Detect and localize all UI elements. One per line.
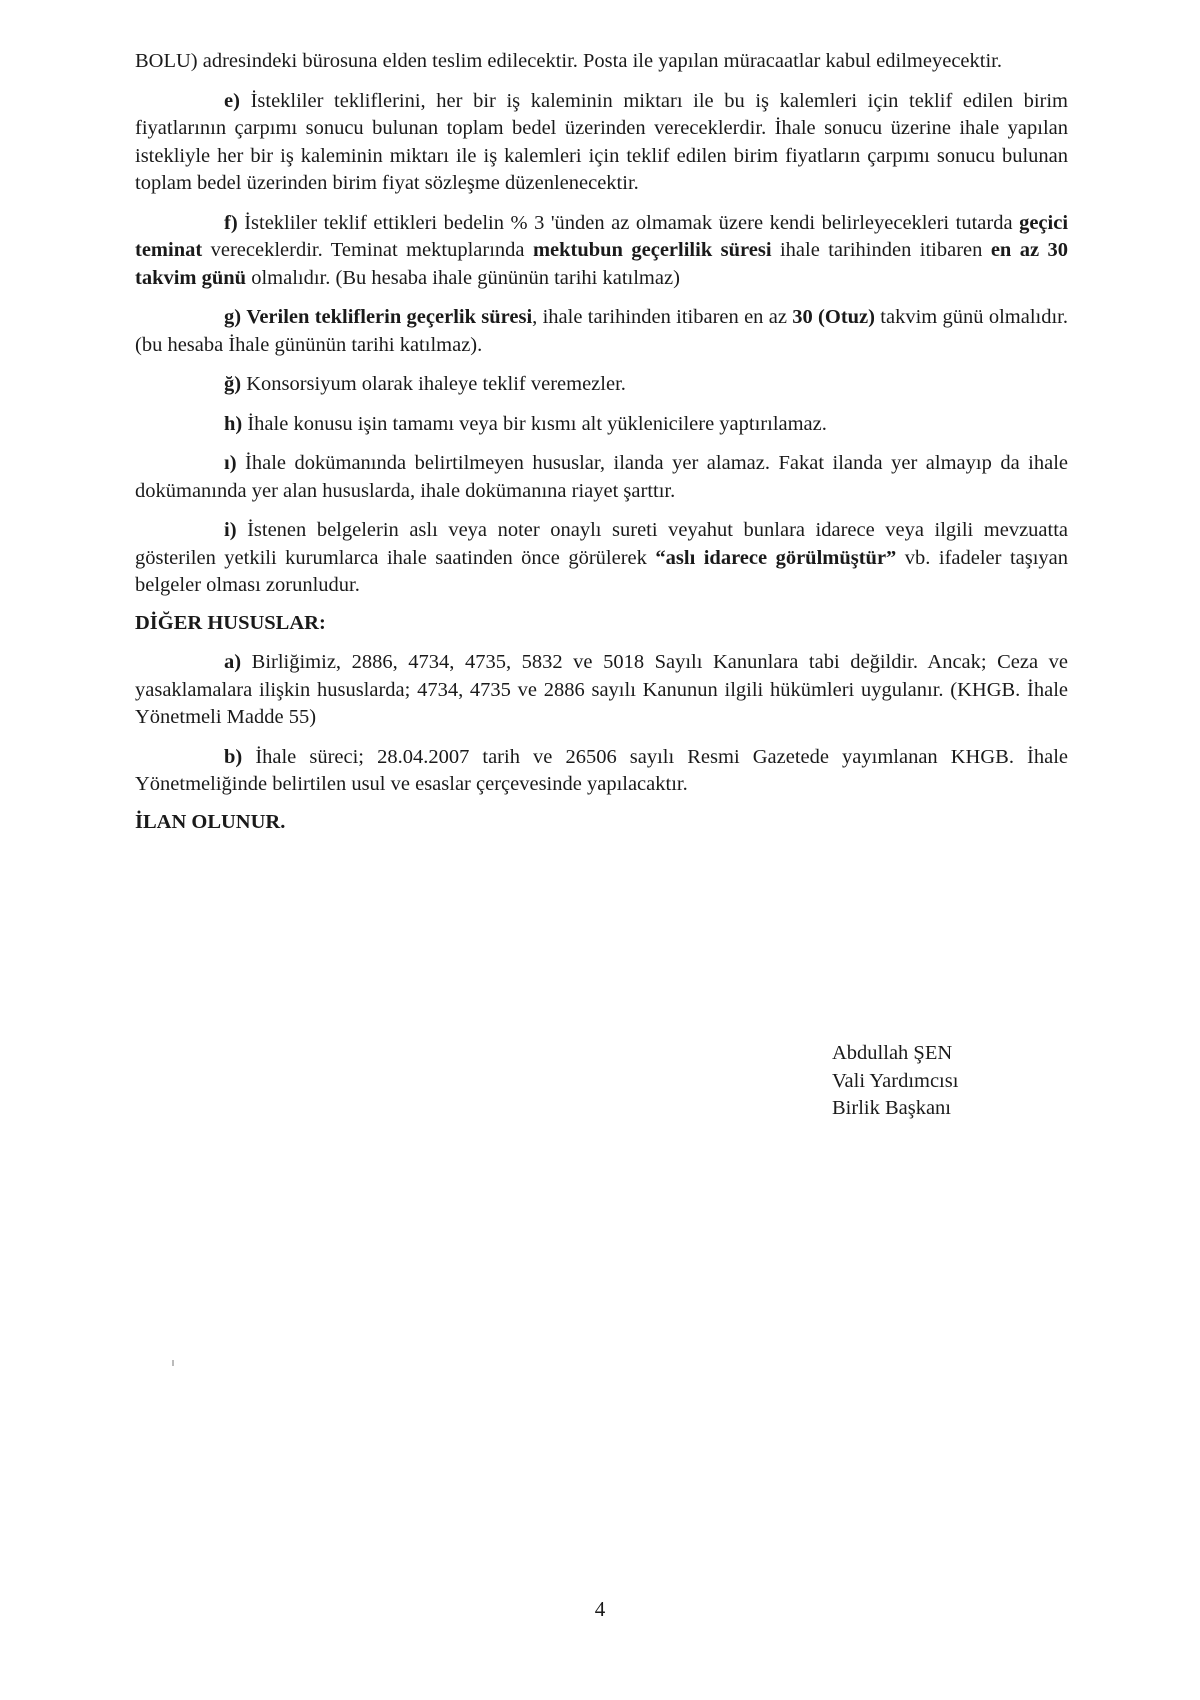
paragraph-h: h) İhale konusu işin tamamı veya bir kısmı alt yüklenicilere yaptırılamaz. <box>224 412 827 435</box>
paragraph-intro: BOLU) adresindeki bürosuna elden teslim edilecektir. Posta ile yapılan müracaatlar kabul edilmeyecektir. <box>135 50 1002 72</box>
signatory-role: Birlik Başkanı <box>832 1097 952 1119</box>
paragraph-f: f) İstekliler teklif ettikleri bedelin % 3 'ünden az olmamak üzere kendi belirleyecekleri tutarda geçici teminat vereceklerdir. Teminat mektuplarında mektubun geçerlilik süresi ihale tarihinden itibaren en az 30 takvim günü olmalıdır. (Bu hesaba ihale gününün tarihi katılmaz) <box>135 211 1069 289</box>
paragraph-other-b: b) İhale süreci; 28.04.2007 tarih ve 26506 sayılı Resmi Gazetede yayımlanan KHGB. İhale Yönetmeliğinde belirtilen usul ve esaslar çerçevesinde yapılacaktır. <box>135 745 1068 795</box>
item-label: b) <box>224 745 243 768</box>
scan-speck <box>172 1360 174 1366</box>
item-label: i) <box>224 519 237 541</box>
signatory-name: Abdullah ŞEN <box>832 1042 953 1064</box>
paragraph-g: g) Verilen tekliflerin geçerlik süresi, ihale tarihinden itibaren en az 30 (Otuz) takvim günü olmalıdır.(bu hesaba İhale gününün tarihi katılmaz). <box>135 306 1068 356</box>
section-heading-other-matters: DİĞER HUSUSLAR: <box>135 611 326 634</box>
document-body <box>135 48 1068 836</box>
paragraph-i: i) İstenen belgelerin aslı veya noter onaylı sureti veyahut bunlara idarece veya ilgili mevzuatta gösterilen yetkili kurumlarca ihale saatinden önce görülerek “aslı idarece görülmüştür” vb. ifadeler taşıyan belgeler olması zorunludur. <box>135 519 1069 596</box>
item-label: g) <box>224 306 242 328</box>
page-number: 4 <box>594 1597 606 1621</box>
paragraph-g-breve: ğ) Konsorsiyum olarak ihaleye teklif veremezler. <box>224 373 626 395</box>
signature-block <box>832 1040 958 1123</box>
item-label: ı) <box>224 452 237 474</box>
paragraph-other-a: a) Birliğimiz, 2886, 4734, 4735, 5832 ve 5018 Sayılı Kanunlara tabi değildir. Ancak; Ceza ve yasaklamalara ilişkin hususlarda; 4734, 4735 ve 2886 sayılı Kanunun ilgili hükümleri uygulanır. (KHGB. İhale Yönetmeli Madde 55) <box>135 651 1069 728</box>
paragraph-dotless-i: ı) İhale dokümanında belirtilmeyen hususlar, ilanda yer alamaz. Fakat ilanda yer almayıp da ihale dokümanında yer alan hususlarda, ihale dokümanına riayet şarttır. <box>135 452 1069 502</box>
item-label: ğ) <box>224 373 242 395</box>
item-label: f) <box>224 211 238 234</box>
item-label: e) <box>224 89 240 112</box>
signatory-title: Vali Yardımcısı <box>832 1069 959 1092</box>
paragraph-e: e) İstekliler tekliflerini, her bir iş kaleminin miktarı ile bu iş kalemleri için teklif edilen birim fiyatlarının çarpımı sonucu bulunan toplam bedel üzerinden vereceklerdir. İhale sonucu üzerine ihale yapılan istekliyle her bir iş kaleminin miktarı ile iş kalemleri için teklif edilen birim fiyatların çarpımı sonucu bulunan toplam bedel üzerinden birim fiyat sözleşme düzenlenecektir. <box>135 89 1069 194</box>
item-label: h) <box>224 412 243 435</box>
closing-statement: İLAN OLUNUR. <box>135 810 286 833</box>
item-label: a) <box>224 651 242 673</box>
